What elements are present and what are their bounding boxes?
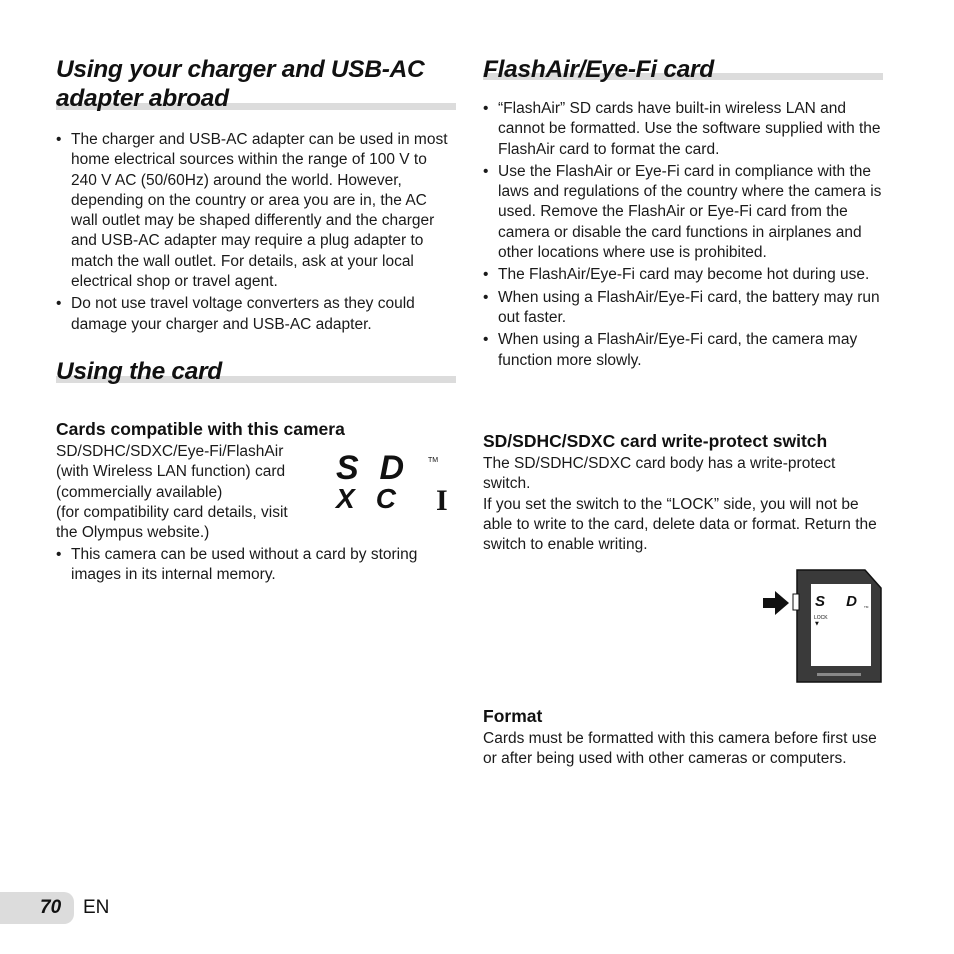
page-number: 70 bbox=[40, 897, 62, 918]
sd-card-illustration bbox=[759, 568, 885, 686]
page-number-tab bbox=[0, 892, 74, 924]
sd-card-tm: TM bbox=[864, 605, 869, 609]
lock-switch bbox=[793, 594, 799, 610]
list-item: • When using a FlashAir/Eye-Fi card, the camera may function more slowly. bbox=[483, 330, 883, 371]
sd-card-logo: SD bbox=[815, 593, 857, 610]
lock-arrow-icon: ▼ bbox=[815, 621, 819, 627]
compatible-cards-text bbox=[56, 442, 326, 543]
list-item: • When using a FlashAir/Eye-Fi card, the battery may run out faster. bbox=[483, 288, 883, 329]
format-text: Cards must be formatted with this camera before first use or after being used with other cameras or computers. bbox=[483, 730, 877, 768]
title-text: Using the card bbox=[56, 358, 222, 385]
sd-logo-text: SD bbox=[336, 452, 404, 487]
list-item: • The FlashAir/Eye-Fi card may become hot during use. bbox=[483, 265, 883, 285]
write-protect-text bbox=[483, 454, 883, 555]
subheading-compatible-cards: Cards compatible with this camera bbox=[56, 419, 345, 439]
arrow-right-icon bbox=[763, 591, 789, 615]
title-line-2: adapter abroad bbox=[56, 85, 229, 112]
list-item: • Use the FlashAir or Eye-Fi card in compliance with the laws and regulations of the country where the camera is used. Remove the FlashAir or Eye-Fi card from the camera or disable the card functions in airplanes and other locations where use is prohibited. bbox=[483, 162, 883, 263]
subheading-format: Format bbox=[483, 706, 543, 726]
compat-line: (for compatibility card details, visit bbox=[56, 503, 288, 521]
sd-card-ridge bbox=[817, 673, 861, 676]
compat-line: (with Wireless LAN function) card bbox=[56, 463, 286, 481]
class-mark: I bbox=[436, 484, 448, 514]
language-label: EN bbox=[83, 897, 110, 918]
tm-mark: TM bbox=[428, 457, 439, 464]
list-item: • The charger and USB-AC adapter can be used in most home electrical sources within the range of 100 V to 240 V AC (50/60Hz) around the world. However, depending on the country or area you are in, the AC wall outlet may be shaped differently and the charger and USB-AC adapter may require a plug adapter to match the wall outlet. For details, ask at your local electrical shop or travel agent. bbox=[56, 130, 456, 292]
section-title-charger-abroad bbox=[56, 55, 456, 113]
card-bullet-list bbox=[56, 545, 456, 588]
list-item: • This camera can be used without a card by storing images in its internal memory. bbox=[56, 545, 456, 586]
section-title-flashair bbox=[483, 55, 883, 84]
flashair-bullet-list bbox=[483, 99, 883, 373]
list-item: • Do not use travel voltage converters as they could damage your charger and USB-AC adapter. bbox=[56, 294, 456, 335]
title-line-1: Using your charger and USB-AC bbox=[56, 56, 425, 83]
section-title-using-card bbox=[56, 357, 456, 386]
write-protect-para-1: The SD/SDHC/SDXC card body has a write-protect switch. bbox=[483, 455, 836, 493]
list-item: • “FlashAir” SD cards have built-in wireless LAN and cannot be formatted. Use the software supplied with the FlashAir card to format the card. bbox=[483, 99, 883, 160]
charger-bullet-list bbox=[56, 130, 456, 337]
sdxc-logo bbox=[334, 452, 458, 514]
xc-logo-text: XC bbox=[336, 483, 396, 514]
lock-label: LOCK bbox=[814, 615, 828, 621]
compat-line: SD/SDHC/SDXC/Eye-Fi/FlashAir bbox=[56, 443, 284, 460]
write-protect-para-2: If you set the switch to the “LOCK” side, you will not be able to write to the card, delete data or format. Return the switch to enable writing. bbox=[483, 495, 877, 554]
subheading-write-protect: SD/SDHC/SDXC card write-protect switch bbox=[483, 431, 828, 451]
compat-line: (commercially available) bbox=[56, 483, 223, 501]
title-text: FlashAir/Eye-Fi card bbox=[483, 56, 714, 83]
compat-line: the Olympus website.) bbox=[56, 524, 210, 542]
